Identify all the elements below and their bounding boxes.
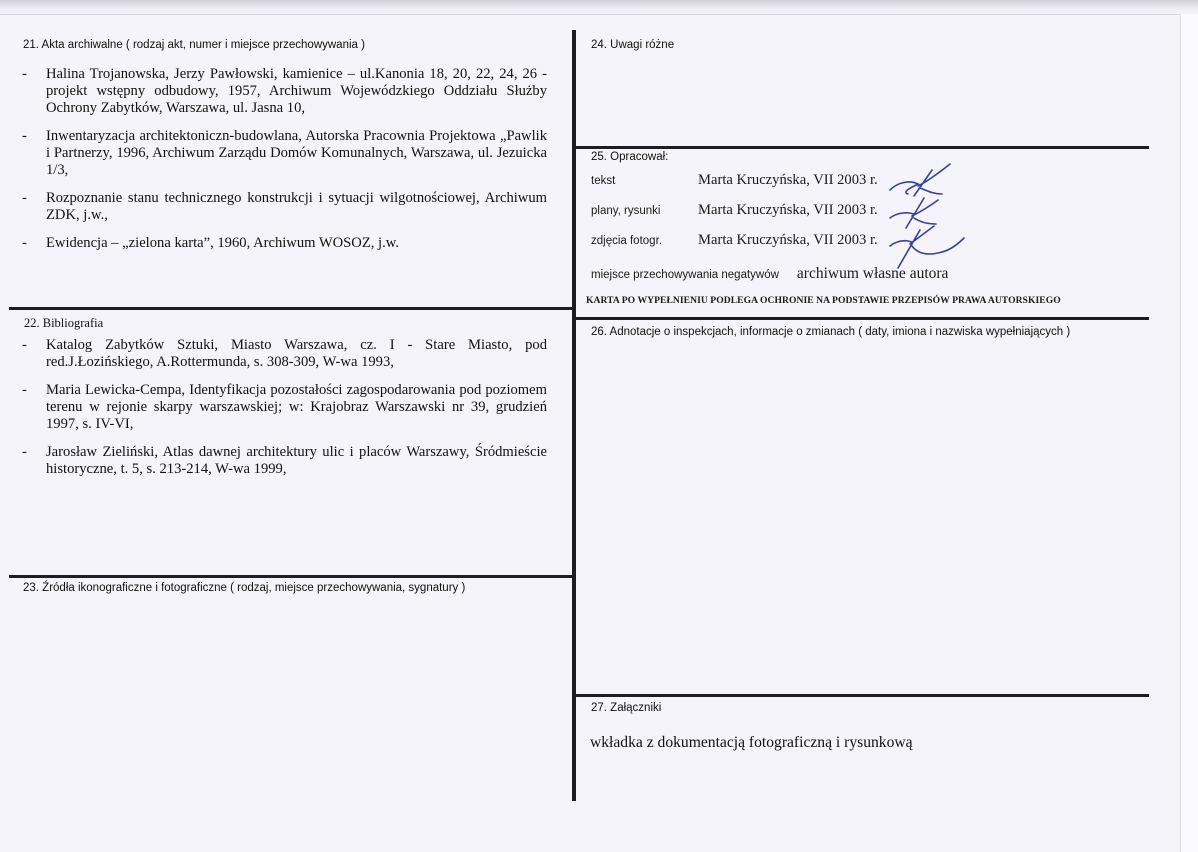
section-22-label: 22. Bibliografia xyxy=(24,316,104,330)
list-item: - Maria Lewicka-Cempa, Identyfikacja pozostałości zagospodarowania pod poziomem terenu w rejonie skarpy warszawskiej; w: Krajobraz Warszawski nr 39, grudzień 1997, s. IV-VI, xyxy=(22,382,547,432)
list-item: - Katalog Zabytków Sztuki, Miasto Warszawa, cz. I - Stare Miasto, pod red.J.Łozińskiego, A.Rottermunda, s. 308-309, W-wa 1993, xyxy=(22,337,547,370)
author-row-key: tekst xyxy=(591,175,616,187)
section-27-label: 27. Załączniki xyxy=(591,702,662,714)
negatives-key: miejsce przechowywania negatywów xyxy=(591,269,779,281)
bullet-dash: - xyxy=(22,66,27,82)
list-item: - Rozpoznanie stanu technicznego konstrukcji i sytuacji wilgotnościowej, Archiwum ZDK, j.w., xyxy=(22,190,547,223)
bullet-dash: - xyxy=(22,444,27,460)
author-row-value: Marta Kruczyńska, VII 2003 r. xyxy=(698,232,878,248)
author-row-value: Marta Kruczyńska, VII 2003 r. xyxy=(698,202,878,218)
scan-edge-top xyxy=(0,0,1198,15)
copyright-notice: KARTA PO WYPEŁNIENIU PODLEGA OCHRONIE NA PODSTAWIE PRZEPISÓW PRAWA AUTORSKIEGO xyxy=(586,295,1061,306)
divider-21-22 xyxy=(9,307,574,310)
section-21-list xyxy=(10,66,547,263)
divider-24-25 xyxy=(574,146,1149,149)
bullet-dash: - xyxy=(22,128,27,144)
list-item: - Inwentaryzacja architektoniczn-budowlana, Autorska Pracownia Projektowa „Pawlik i Partnerzy, 1996, Archiwum Zarządu Domów Komunalnych, Warszawa, ul. Jezuicka 1/3, xyxy=(22,128,547,178)
author-row-plans xyxy=(591,202,878,219)
section-21-label: 21. Akta archiwalne ( rodzaj akt, numer i miejsce przechowywania ) xyxy=(23,39,365,51)
section-24-label: 24. Uwagi różne xyxy=(591,39,675,51)
author-row-key: plany, rysunki xyxy=(591,205,661,217)
section-23-label: 23. Źródła ikonograficzne i fotograficzne ( rodzaj, miejsce przechowywania, sygnatury ) xyxy=(23,582,466,594)
divider-26-27 xyxy=(574,694,1149,697)
divider-25-26 xyxy=(574,317,1149,320)
author-row-value: Marta Kruczyńska, VII 2003 r. xyxy=(698,172,878,188)
author-row-photos xyxy=(591,232,878,249)
section-22-list xyxy=(10,337,547,489)
author-row-key: zdjęcia fotogr. xyxy=(591,235,662,247)
section-26-label: 26. Adnotacje o inspekcjach, informacje o zmianach ( daty, imiona i nazwiska wypełniających ) xyxy=(591,326,1071,338)
negatives-value: archiwum własne autora xyxy=(796,265,949,282)
list-item: - Halina Trojanowska, Jerzy Pawłowski, kamienice – ul.Kanonia 18, 20, 22, 24, 26 - projekt wstępny odbudowy, 1957, Archiwum Wojewódzkiego Oddziału Służby Ochrony Zabytków, Warszawa, ul. Jasna 10, xyxy=(22,66,547,116)
section-25-label: 25. Opracował: xyxy=(591,151,669,163)
scan-edge-right xyxy=(1180,14,1198,852)
bullet-dash: - xyxy=(22,382,27,398)
list-item: - Jarosław Zieliński, Atlas dawnej architektury ulic i placów Warszawy, Śródmieście historyczne, t. 5, s. 213-214, W-wa 1999, xyxy=(22,444,547,477)
negatives-row xyxy=(591,265,948,283)
attachments-value: wkładka z dokumentacją fotograficzną i rysunkową xyxy=(590,734,913,751)
bullet-dash: - xyxy=(22,337,27,353)
bullet-dash: - xyxy=(22,190,27,206)
divider-22-23 xyxy=(9,575,574,578)
list-item: - Ewidencja – „zielona karta”, 1960, Archiwum WOSOZ, j.w. xyxy=(22,235,399,251)
bullet-dash: - xyxy=(22,235,27,251)
author-row-text xyxy=(591,172,878,189)
